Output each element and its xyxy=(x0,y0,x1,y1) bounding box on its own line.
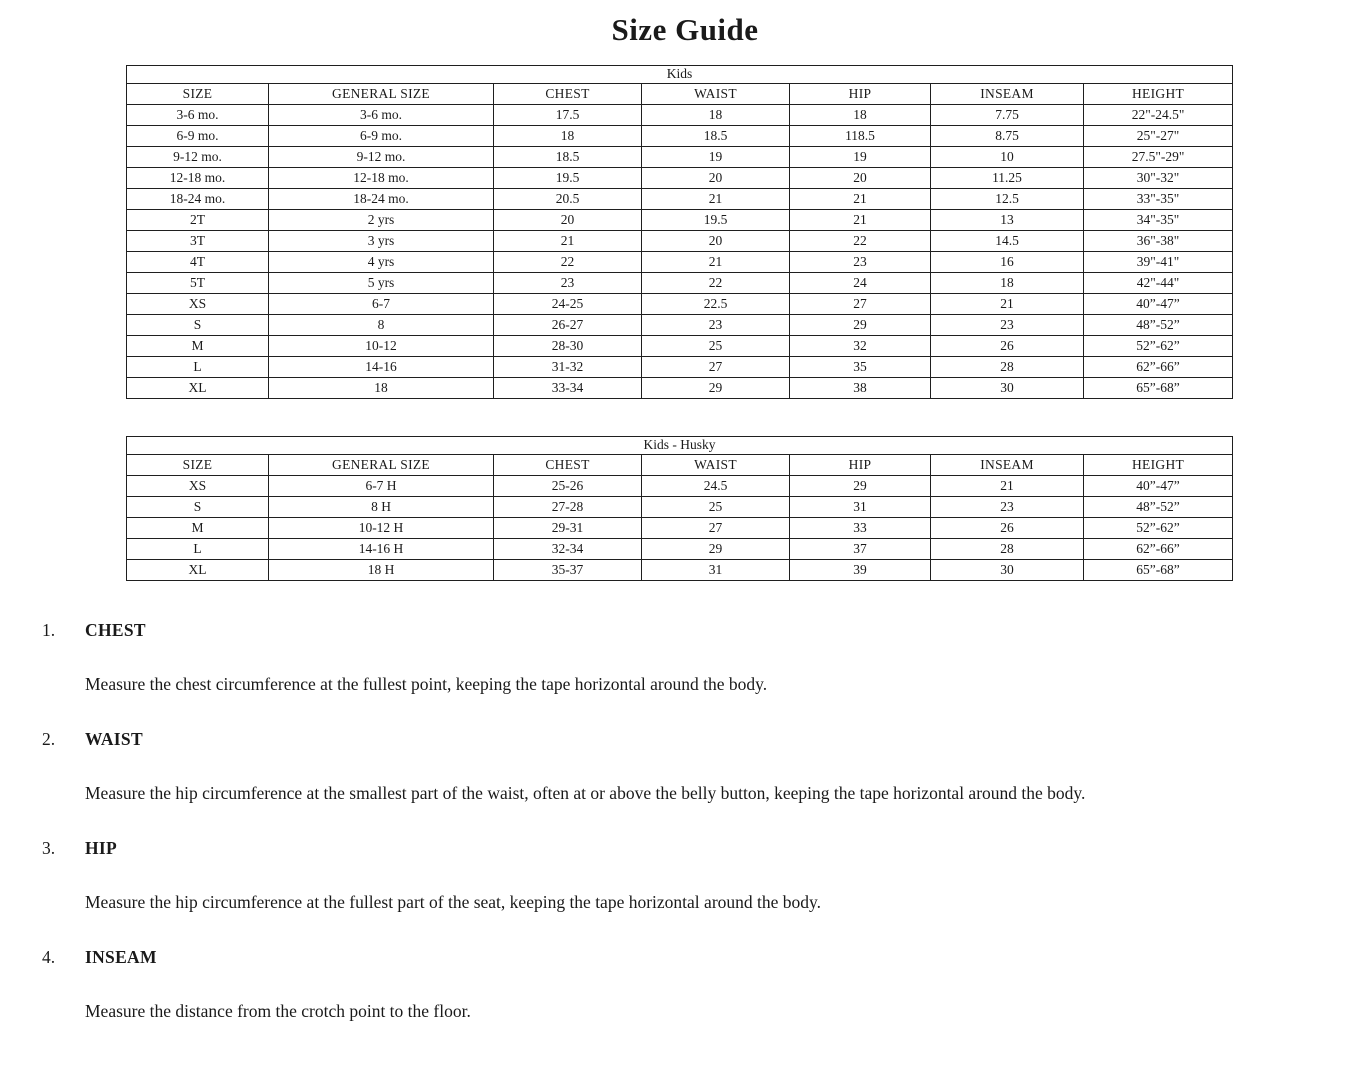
table-cell: 5 yrs xyxy=(269,273,494,294)
table-cell: 10-12 H xyxy=(269,518,494,539)
page-title: Size Guide xyxy=(611,12,759,47)
table-cell: S xyxy=(127,315,269,336)
table-cell: 14-16 xyxy=(269,357,494,378)
table-cell: 18 xyxy=(642,105,790,126)
table-cell: 12.5 xyxy=(931,189,1084,210)
table-cell: 21 xyxy=(642,252,790,273)
table-cell: 19.5 xyxy=(642,210,790,231)
table-cell: 39"-41" xyxy=(1084,252,1233,273)
definition-term: WAIST xyxy=(85,729,143,749)
table-cell: 22 xyxy=(790,231,931,252)
table-cell: 11.25 xyxy=(931,168,1084,189)
table-cell: 29-31 xyxy=(494,518,642,539)
column-header: HIP xyxy=(790,455,931,476)
column-header: INSEAM xyxy=(931,455,1084,476)
table-cell: 48”-52” xyxy=(1084,315,1233,336)
table-cell: 30 xyxy=(931,560,1084,581)
table-cell: 21 xyxy=(790,210,931,231)
column-header: CHEST xyxy=(494,455,642,476)
table-cell: 52”-62” xyxy=(1084,518,1233,539)
table-row xyxy=(127,518,1233,539)
kids-size-table-body xyxy=(127,66,1233,399)
table-row xyxy=(127,210,1233,231)
table-cell: 26 xyxy=(931,518,1084,539)
table-cell: 23 xyxy=(931,497,1084,518)
table-cell: 18 xyxy=(790,105,931,126)
kids-husky-size-table xyxy=(126,436,1233,581)
table-cell: 22 xyxy=(642,273,790,294)
definition-term: INSEAM xyxy=(85,947,157,967)
table-cell: 18 xyxy=(931,273,1084,294)
table-cell: 5T xyxy=(127,273,269,294)
table-cell: L xyxy=(127,539,269,560)
table-cell: 27 xyxy=(790,294,931,315)
definition-chest xyxy=(0,620,1370,695)
table-cell: 29 xyxy=(790,476,931,497)
table-cell: 38 xyxy=(790,378,931,399)
table-cell: 18 H xyxy=(269,560,494,581)
table-cell: 12-18 mo. xyxy=(127,168,269,189)
table-cell: 25 xyxy=(642,497,790,518)
column-header: CHEST xyxy=(494,84,642,105)
size-tables-section xyxy=(126,65,1232,581)
table-cell: 20 xyxy=(494,210,642,231)
table-cell: 65”-68” xyxy=(1084,378,1233,399)
table-cell: L xyxy=(127,357,269,378)
table-cell: 33-34 xyxy=(494,378,642,399)
kids-husky-size-table-body xyxy=(127,437,1233,581)
table-cell: XL xyxy=(127,560,269,581)
table-cell: 20 xyxy=(790,168,931,189)
table-cell: 18 xyxy=(494,126,642,147)
definition-heading xyxy=(0,947,1370,968)
table-cell: 29 xyxy=(790,315,931,336)
column-header: GENERAL SIZE xyxy=(269,84,494,105)
table-row xyxy=(127,126,1233,147)
definition-inseam xyxy=(0,947,1370,1022)
table-cell: 14.5 xyxy=(931,231,1084,252)
table-cell: 62”-66” xyxy=(1084,357,1233,378)
table-cell: 19 xyxy=(790,147,931,168)
definition-description: Measure the hip circumference at the fullest part of the seat, keeping the tape horizontal around the body. xyxy=(85,892,822,912)
table-header-row xyxy=(127,84,1233,105)
table-cell: 9-12 mo. xyxy=(269,147,494,168)
table-cell: 19.5 xyxy=(494,168,642,189)
table-cell: 24 xyxy=(790,273,931,294)
definition-hip xyxy=(0,838,1370,913)
definition-number: 4. xyxy=(42,947,56,967)
table-cell: 20 xyxy=(642,168,790,189)
table-header-row xyxy=(127,455,1233,476)
table-cell: 32-34 xyxy=(494,539,642,560)
table-cell: 118.5 xyxy=(790,126,931,147)
table-cell: 18-24 mo. xyxy=(269,189,494,210)
table-cell: 21 xyxy=(494,231,642,252)
table-row xyxy=(127,189,1233,210)
column-header: HEIGHT xyxy=(1084,455,1233,476)
table-cell: XS xyxy=(127,476,269,497)
table-row xyxy=(127,378,1233,399)
table-cell: 6-7 xyxy=(269,294,494,315)
table-cell: 27-28 xyxy=(494,497,642,518)
table-cell: 65”-68” xyxy=(1084,560,1233,581)
table-cell: 26 xyxy=(931,336,1084,357)
table-cell: 6-9 mo. xyxy=(269,126,494,147)
table-cell: 10-12 xyxy=(269,336,494,357)
definition-number: 2. xyxy=(42,729,56,749)
table-cell: 33"-35" xyxy=(1084,189,1233,210)
definition-heading xyxy=(0,838,1370,859)
table-cell: 3T xyxy=(127,231,269,252)
table-cell: XS xyxy=(127,294,269,315)
table-caption-row xyxy=(127,437,1233,455)
table-row xyxy=(127,147,1233,168)
table-cell: 10 xyxy=(931,147,1084,168)
table-cell: 4 yrs xyxy=(269,252,494,273)
table-cell: 18 xyxy=(269,378,494,399)
column-header: SIZE xyxy=(127,84,269,105)
table-cell: 2 yrs xyxy=(269,210,494,231)
table-row xyxy=(127,252,1233,273)
table-row xyxy=(127,294,1233,315)
table-cell: 52”-62” xyxy=(1084,336,1233,357)
table-cell: 40”-47” xyxy=(1084,476,1233,497)
table-cell: 34"-35" xyxy=(1084,210,1233,231)
table-cell: 3-6 mo. xyxy=(269,105,494,126)
table-cell: 40”-47” xyxy=(1084,294,1233,315)
table-cell: 28-30 xyxy=(494,336,642,357)
table-cell: 26-27 xyxy=(494,315,642,336)
table-cell: 7.75 xyxy=(931,105,1084,126)
table-cell: M xyxy=(127,336,269,357)
table-cell: 8 xyxy=(269,315,494,336)
table-cell: 22.5 xyxy=(642,294,790,315)
table-cell: 28 xyxy=(931,357,1084,378)
table-cell: 9-12 mo. xyxy=(127,147,269,168)
table-cell: 6-9 mo. xyxy=(127,126,269,147)
table-cell: 30 xyxy=(931,378,1084,399)
table-cell: 16 xyxy=(931,252,1084,273)
table-row xyxy=(127,497,1233,518)
table-cell: 25"-27" xyxy=(1084,126,1233,147)
table-row xyxy=(127,231,1233,252)
table-cell: 3-6 mo. xyxy=(127,105,269,126)
table-row xyxy=(127,168,1233,189)
table-cell: 37 xyxy=(790,539,931,560)
table-row xyxy=(127,476,1233,497)
table-cell: 24-25 xyxy=(494,294,642,315)
table-cell: 13 xyxy=(931,210,1084,231)
table-caption: Kids xyxy=(127,66,1233,84)
table-row xyxy=(127,357,1233,378)
definition-waist xyxy=(0,729,1370,804)
table-cell: 8 H xyxy=(269,497,494,518)
table-cell: 23 xyxy=(642,315,790,336)
table-caption-row xyxy=(127,66,1233,84)
definition-term: HIP xyxy=(85,838,118,858)
table-cell: 21 xyxy=(790,189,931,210)
table-cell: 23 xyxy=(494,273,642,294)
table-cell: 31 xyxy=(790,497,931,518)
table-cell: 24.5 xyxy=(642,476,790,497)
table-cell: 2T xyxy=(127,210,269,231)
table-cell: 25-26 xyxy=(494,476,642,497)
table-cell: 39 xyxy=(790,560,931,581)
table-cell: M xyxy=(127,518,269,539)
definition-heading xyxy=(0,620,1370,641)
table-cell: 31 xyxy=(642,560,790,581)
definition-number: 3. xyxy=(42,838,56,858)
table-cell: 28 xyxy=(931,539,1084,560)
table-cell: 22"-24.5" xyxy=(1084,105,1233,126)
column-header: WAIST xyxy=(642,84,790,105)
table-row xyxy=(127,105,1233,126)
table-row xyxy=(127,336,1233,357)
table-cell: 12-18 mo. xyxy=(269,168,494,189)
table-cell: 27.5"-29" xyxy=(1084,147,1233,168)
kids-size-table xyxy=(126,65,1233,399)
table-cell: S xyxy=(127,497,269,518)
table-cell: 22 xyxy=(494,252,642,273)
table-cell: 25 xyxy=(642,336,790,357)
table-cell: 17.5 xyxy=(494,105,642,126)
table-cell: 29 xyxy=(642,539,790,560)
table-cell: 33 xyxy=(790,518,931,539)
table-cell: 27 xyxy=(642,357,790,378)
table-cell: 27 xyxy=(642,518,790,539)
definition-term: CHEST xyxy=(85,620,146,640)
column-header: INSEAM xyxy=(931,84,1084,105)
table-cell: 8.75 xyxy=(931,126,1084,147)
column-header: SIZE xyxy=(127,455,269,476)
column-header: WAIST xyxy=(642,455,790,476)
table-cell: 23 xyxy=(790,252,931,273)
table-row xyxy=(127,539,1233,560)
table-cell: 21 xyxy=(642,189,790,210)
definition-heading xyxy=(0,729,1370,750)
table-cell: 62”-66” xyxy=(1084,539,1233,560)
table-cell: 35 xyxy=(790,357,931,378)
table-row xyxy=(127,560,1233,581)
definition-description: Measure the chest circumference at the fullest point, keeping the tape horizontal around the body. xyxy=(85,674,768,694)
table-row xyxy=(127,273,1233,294)
table-row xyxy=(127,315,1233,336)
table-cell: 18.5 xyxy=(642,126,790,147)
definition-description: Measure the hip circumference at the smallest part of the waist, often at or above the belly button, keeping the tape horizontal around the body. xyxy=(85,783,1086,803)
column-header: HIP xyxy=(790,84,931,105)
table-cell: 4T xyxy=(127,252,269,273)
column-header: GENERAL SIZE xyxy=(269,455,494,476)
table-cell: 21 xyxy=(931,294,1084,315)
table-cell: 48”-52” xyxy=(1084,497,1233,518)
definition-number: 1. xyxy=(42,620,56,640)
table-cell: 6-7 H xyxy=(269,476,494,497)
table-cell: XL xyxy=(127,378,269,399)
table-cell: 20.5 xyxy=(494,189,642,210)
table-cell: 3 yrs xyxy=(269,231,494,252)
table-cell: 18-24 mo. xyxy=(127,189,269,210)
table-cell: 30"-32" xyxy=(1084,168,1233,189)
definition-description: Measure the distance from the crotch point to the floor. xyxy=(85,1001,471,1021)
table-cell: 18.5 xyxy=(494,147,642,168)
table-cell: 31-32 xyxy=(494,357,642,378)
table-cell: 14-16 H xyxy=(269,539,494,560)
table-cell: 36"-38" xyxy=(1084,231,1233,252)
table-cell: 42"-44" xyxy=(1084,273,1233,294)
table-cell: 32 xyxy=(790,336,931,357)
table-cell: 19 xyxy=(642,147,790,168)
table-cell: 23 xyxy=(931,315,1084,336)
table-cell: 35-37 xyxy=(494,560,642,581)
column-header: HEIGHT xyxy=(1084,84,1233,105)
measurement-definitions xyxy=(0,620,1370,1022)
table-cell: 20 xyxy=(642,231,790,252)
table-cell: 21 xyxy=(931,476,1084,497)
table-cell: 29 xyxy=(642,378,790,399)
table-caption: Kids - Husky xyxy=(127,437,1233,455)
